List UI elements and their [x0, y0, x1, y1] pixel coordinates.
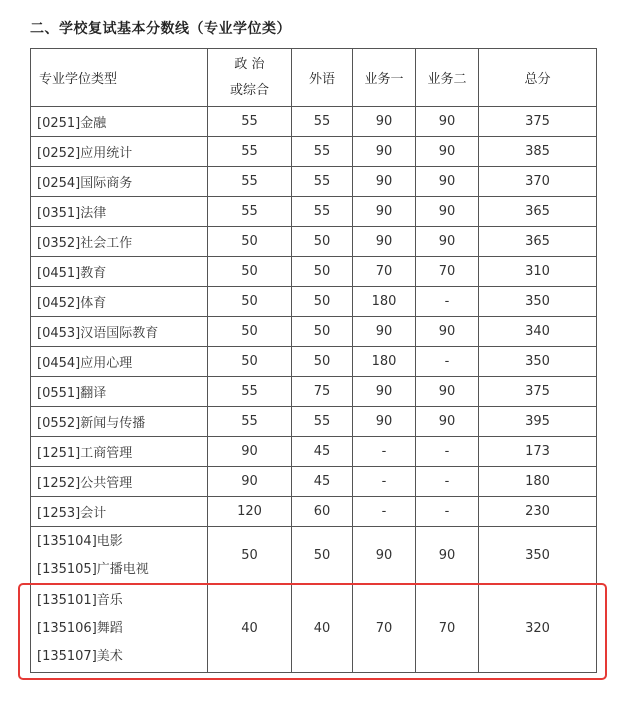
cell-total: 310	[479, 257, 597, 287]
cell-politics: 55	[208, 167, 292, 197]
cell-degree-type: [0453]汉语国际教育	[31, 317, 208, 347]
cell-foreign-language: 55	[292, 407, 353, 437]
cell-politics: 55	[208, 197, 292, 227]
cell-degree-type: [0351]法律	[31, 197, 208, 227]
cell-business-1: -	[353, 437, 416, 467]
cell-business-1: 180	[353, 287, 416, 317]
cell-business-1: 70	[353, 257, 416, 287]
header-politics	[208, 49, 292, 107]
cell-politics: 40	[208, 585, 292, 673]
table-row	[31, 137, 597, 167]
cell-total: 375	[479, 107, 597, 137]
cell-politics: 55	[208, 137, 292, 167]
cell-business-2: 90	[416, 227, 479, 257]
cell-business-2: 90	[416, 407, 479, 437]
cell-business-1: 70	[353, 585, 416, 673]
cell-foreign-language: 45	[292, 437, 353, 467]
cell-politics: 50	[208, 257, 292, 287]
cell-foreign-language: 40	[292, 585, 353, 673]
degree-type-line: [135105]广播电视	[37, 561, 149, 577]
cell-business-2: -	[416, 467, 479, 497]
cell-foreign-language: 55	[292, 107, 353, 137]
cell-politics: 50	[208, 317, 292, 347]
highlight-box	[18, 583, 607, 680]
table-row	[31, 467, 597, 497]
cell-business-2: 90	[416, 167, 479, 197]
header-politics-line2: 或综合	[229, 82, 269, 98]
cell-total: 395	[479, 407, 597, 437]
cell-business-2: 70	[416, 585, 479, 673]
cell-business-2: -	[416, 497, 479, 527]
table-row	[31, 347, 597, 377]
header-total: 总分	[479, 49, 597, 107]
cell-politics: 55	[208, 107, 292, 137]
cell-foreign-language: 60	[292, 497, 353, 527]
cell-business-1: 180	[353, 347, 416, 377]
cell-total: 385	[479, 137, 597, 167]
cell-foreign-language: 50	[292, 347, 353, 377]
degree-type-line: [135107]美术	[37, 648, 123, 664]
cell-total: 230	[479, 497, 597, 527]
cell-total: 173	[479, 437, 597, 467]
cell-total: 180	[479, 467, 597, 497]
cell-degree-type: [0451]教育	[31, 257, 208, 287]
cell-business-1: 90	[353, 227, 416, 257]
cell-foreign-language: 55	[292, 167, 353, 197]
cell-business-1: 90	[353, 407, 416, 437]
cell-politics: 55	[208, 377, 292, 407]
cell-politics: 90	[208, 467, 292, 497]
table-row	[31, 287, 597, 317]
header-politics-line1: 政 治	[234, 56, 265, 72]
cell-degree-type: [0452]体育	[31, 287, 208, 317]
cell-politics: 50	[208, 227, 292, 257]
cell-degree-type: [0251]金融	[31, 107, 208, 137]
cell-business-2: 90	[416, 527, 479, 585]
cell-business-1: 90	[353, 107, 416, 137]
degree-type-line: [135106]舞蹈	[37, 620, 123, 636]
cell-business-2: 90	[416, 377, 479, 407]
cell-degree-type: [0454]应用心理	[31, 347, 208, 377]
cell-business-2: -	[416, 347, 479, 377]
cell-business-2: 70	[416, 257, 479, 287]
table-header-row	[31, 49, 597, 107]
score-table	[30, 48, 597, 673]
cell-business-1: 90	[353, 167, 416, 197]
table-row	[31, 257, 597, 287]
cell-business-2: -	[416, 287, 479, 317]
degree-type-line: [135101]音乐	[37, 592, 123, 608]
cell-foreign-language: 75	[292, 377, 353, 407]
cell-business-1: 90	[353, 317, 416, 347]
cell-foreign-language: 55	[292, 197, 353, 227]
cell-business-1: 90	[353, 527, 416, 585]
table-row	[31, 107, 597, 137]
table-row	[31, 377, 597, 407]
cell-business-2: 90	[416, 197, 479, 227]
cell-total: 350	[479, 287, 597, 317]
table-row	[31, 317, 597, 347]
cell-degree-type: [1251]工商管理	[31, 437, 208, 467]
cell-foreign-language: 50	[292, 317, 353, 347]
cell-business-1: 90	[353, 377, 416, 407]
table-row	[31, 407, 597, 437]
cell-foreign-language: 45	[292, 467, 353, 497]
cell-degree-type: [1253]会计	[31, 497, 208, 527]
cell-business-1: -	[353, 467, 416, 497]
cell-degree-type: [1252]公共管理	[31, 467, 208, 497]
table-row	[31, 437, 597, 467]
cell-total: 365	[479, 227, 597, 257]
header-degree-type: 专业学位类型	[31, 49, 208, 107]
cell-business-2: 90	[416, 107, 479, 137]
cell-politics: 120	[208, 497, 292, 527]
cell-total: 350	[479, 527, 597, 585]
cell-politics: 55	[208, 407, 292, 437]
cell-business-2: -	[416, 437, 479, 467]
cell-business-2: 90	[416, 137, 479, 167]
cell-business-1: 90	[353, 197, 416, 227]
table-row	[31, 167, 597, 197]
cell-degree-type: [0352]社会工作	[31, 227, 208, 257]
cell-total: 350	[479, 347, 597, 377]
cell-foreign-language: 50	[292, 227, 353, 257]
cell-total: 375	[479, 377, 597, 407]
header-business-1: 业务一	[353, 49, 416, 107]
cell-politics: 50	[208, 527, 292, 585]
table-row	[31, 497, 597, 527]
cell-politics: 50	[208, 347, 292, 377]
cell-total: 370	[479, 167, 597, 197]
cell-foreign-language: 55	[292, 137, 353, 167]
cell-total: 320	[479, 585, 597, 673]
cell-business-1: -	[353, 497, 416, 527]
table-row	[31, 197, 597, 227]
table-row	[31, 227, 597, 257]
cell-total: 365	[479, 197, 597, 227]
cell-politics: 50	[208, 287, 292, 317]
cell-degree-type-group	[31, 527, 208, 585]
cell-business-1: 90	[353, 137, 416, 167]
cell-business-2: 90	[416, 317, 479, 347]
degree-type-line: [135104]电影	[37, 533, 123, 549]
cell-foreign-language: 50	[292, 287, 353, 317]
cell-degree-type: [0551]翻译	[31, 377, 208, 407]
section-heading: 二、学校复试基本分数线（专业学位类）	[30, 21, 291, 37]
cell-degree-type: [0252]应用统计	[31, 137, 208, 167]
cell-total: 340	[479, 317, 597, 347]
header-business-2: 业务二	[416, 49, 479, 107]
cell-degree-type: [0254]国际商务	[31, 167, 208, 197]
header-foreign-language: 外语	[292, 49, 353, 107]
cell-degree-type: [0552]新闻与传播	[31, 407, 208, 437]
cell-politics: 90	[208, 437, 292, 467]
cell-foreign-language: 50	[292, 257, 353, 287]
cell-foreign-language: 50	[292, 527, 353, 585]
table-group-row	[31, 527, 597, 585]
